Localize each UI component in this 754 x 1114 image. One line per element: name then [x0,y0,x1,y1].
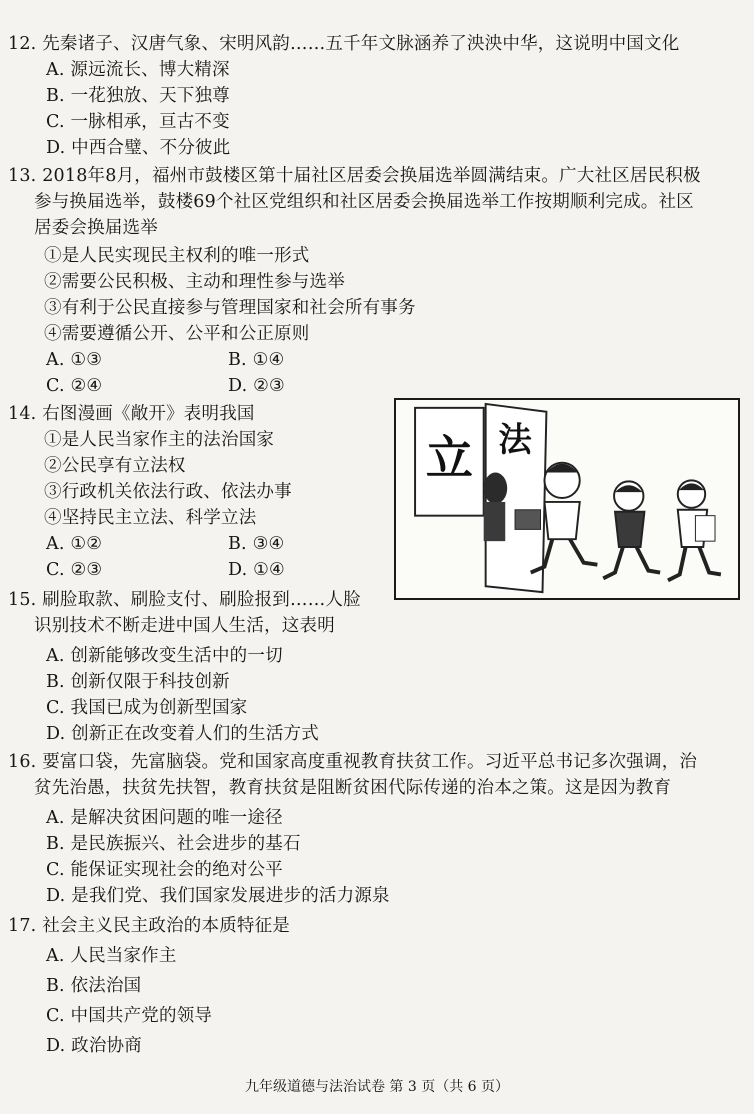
walking-person-3-leg-left [668,547,686,580]
q15-option-a[interactable]: A. 创新能够改变生活中的一切 [46,646,283,666]
cartoon-label-li: 立 [425,431,473,487]
walking-person-2-leg-right [637,547,661,572]
q13-option-a[interactable]: A. ①③ [46,350,103,370]
q13-stem-line-2: 参与换届选举，鼓楼69个社区党组织和社区居委会换届选举工作按期顺利完成。社区 [34,192,694,212]
cartoon-illustration [396,400,738,598]
q15-stem-line-1: 15. 刷脸取款、刷脸支付、刷脸报到……人脸 [8,590,361,610]
q16-option-a[interactable]: A. 是解决贫困问题的唯一途径 [46,808,283,828]
q15-option-b[interactable]: B. 创新仅限于科技创新 [46,672,230,692]
cartoon-open-door [394,398,740,600]
q14-statement-4: ④坚持民主立法、科学立法 [44,508,257,528]
walking-person-1-hair [546,464,577,473]
q16-option-d[interactable]: D. 是我们党、我们国家发展进步的活力源泉 [46,886,390,906]
q14-option-d[interactable]: D. ①④ [228,560,285,580]
q15-stem-line-2: 识别技术不断走进中国人生活，这表明 [34,616,335,636]
q15-option-c[interactable]: C. 我国已成为创新型国家 [46,698,248,718]
q12-option-b[interactable]: B. 一花独放、天下独尊 [46,86,230,106]
q14-option-c[interactable]: C. ②③ [46,560,103,580]
walking-person-2-leg-left [603,547,623,578]
q13-statement-3: ③有利于公民直接参与管理国家和社会所有事务 [44,298,416,318]
q13-option-b[interactable]: B. ①④ [228,350,285,370]
q13-statement-4: ④需要遵循公开、公平和公正原则 [44,324,310,344]
briefcase [515,510,540,530]
q14-option-a[interactable]: A. ①② [46,534,103,554]
cartoon-label-fa: 法 [498,419,532,459]
q17-option-b[interactable]: B. 依法治国 [46,976,142,996]
q14-statement-3: ③行政机关依法行政、依法办事 [44,482,292,502]
q17-option-c[interactable]: C. 中国共产党的领导 [46,1006,213,1026]
q12-stem: 12. 先秦诸子、汉唐气象、宋明风韵……五千年文脉涵养了泱泱中华，这说明中国文化 [8,34,680,54]
walking-person-1-leg-right [570,539,597,564]
q13-option-d[interactable]: D. ②③ [228,376,285,396]
q13-option-c[interactable]: C. ②④ [46,376,103,396]
q16-option-c[interactable]: C. 能保证实现社会的绝对公平 [46,860,283,880]
q17-stem: 17. 社会主义民主政治的本质特征是 [8,916,290,936]
page-footer: 九年级道德与法治试卷 第 3 页（共 6 页） [244,1079,510,1095]
q14-statement-1: ①是人民当家作主的法治国家 [44,430,275,450]
figure-behind-door [484,473,508,504]
q17-option-a[interactable]: A. 人民当家作主 [46,946,177,966]
walking-person-2-body [615,512,644,547]
q16-option-b[interactable]: B. 是民族振兴、社会进步的基石 [46,834,301,854]
q13-stem-line-3: 居委会换届选举 [34,218,158,238]
q14-statement-2: ②公民享有立法权 [44,456,186,476]
q16-stem-line-1: 16. 要富口袋，先富脑袋。党和国家高度重视教育扶贫工作。习近平总书记多次强调，治 [8,752,698,772]
walking-person-3-leg-right [699,547,721,574]
q13-statement-1: ①是人民实现民主权利的唯一形式 [44,246,310,266]
q17-option-d[interactable]: D. 政治协商 [46,1036,142,1056]
q12-option-c[interactable]: C. 一脉相承，亘古不变 [46,112,230,132]
walking-person-1-body [544,502,579,539]
q14-stem: 14. 右图漫画《敞开》表明我国 [8,404,255,424]
q13-statement-2: ②需要公民积极、主动和理性参与选举 [44,272,345,292]
document-sheet [695,516,715,541]
q13-stem-line-1: 13. 2018年8月，福州市鼓楼区第十届社区居委会换届选举圆满结束。广大社区居民积极 [8,166,701,186]
q15-option-d[interactable]: D. 创新正在改变着人们的生活方式 [46,724,319,744]
q14-option-b[interactable]: B. ③④ [228,534,285,554]
q16-stem-line-2: 贫先治愚，扶贫先扶智，教育扶贫是阻断贫困代际传递的治本之策。这是因为教育 [34,778,672,798]
figure-behind-body [484,502,506,541]
q12-option-d[interactable]: D. 中西合璧、不分彼此 [46,138,231,158]
q12-option-a[interactable]: A. 源远流长、博大精深 [46,60,230,80]
